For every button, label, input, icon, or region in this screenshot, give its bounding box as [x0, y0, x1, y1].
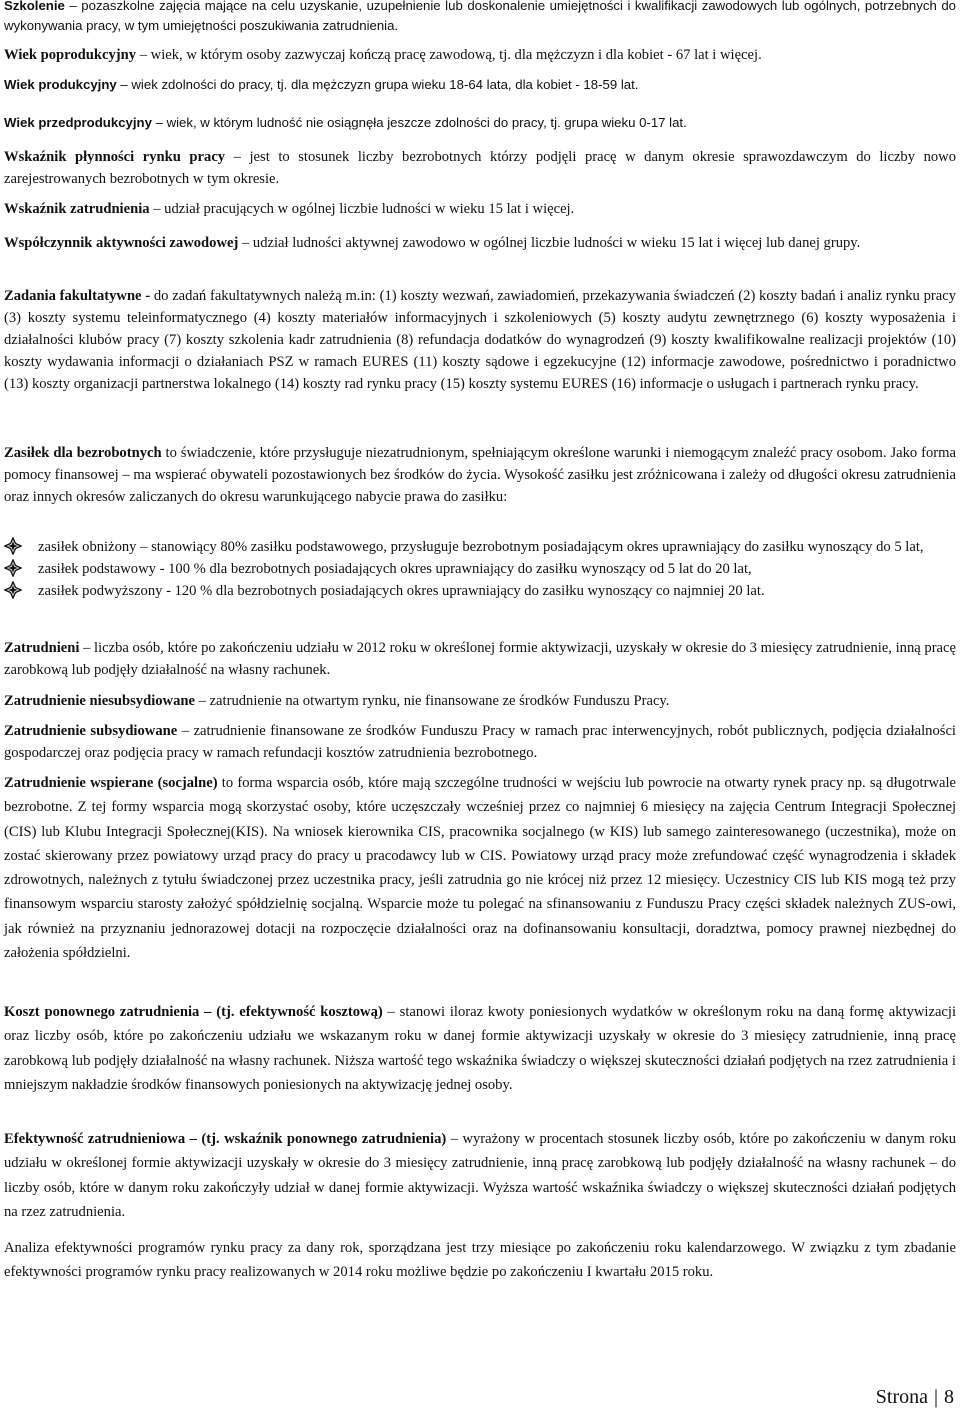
term: Wskaźnik zatrudnienia [4, 201, 150, 217]
definition-text: – wiek, w którym osoby zazwyczaj kończą pracę zawodową, tj. dla mężczyzn i dla kobiet - 67 lat i więcej. [136, 47, 762, 63]
term: Zatrudnienie subsydiowane [4, 723, 178, 739]
definition-text: – udział pracujących w ogólnej liczbie ludności w wieku 15 lat i więcej. [149, 201, 575, 217]
term: Wiek przedprodukcyjny [4, 115, 152, 130]
term: Zatrudnieni [4, 640, 80, 656]
term: Szkolenie [4, 0, 65, 13]
page-number: 8 [944, 1386, 954, 1408]
definition-wiek-poprodukcyjny [4, 44, 956, 66]
benefit-types-list [4, 536, 956, 602]
definition-wiek-przedprodukcyjny [4, 113, 956, 133]
definition-text: to forma wsparcia osób, które mają szczególne trudności w wejściu lub powrocie na otwarty rynek pracy np. są długotrwale bezrobotne. Z tej formy wsparcia mogą skorzystać osoby, które uczęszczały wcześniej przez co najmniej 6 miesięcy na zajęcia Centrum Integracji Społecznej (CIS) lub Klubu Integracji Społecznej(KIS). Na wniosek kierownika CIS, pracownika socjalnego (w KIS) lub samego zainteresowanego (uczestnika), może on zostać skierowany przez powiatowy urząd pracy do pracy u pracodawcy lub w CIS. Powiatowy urząd pracy może zrefundować część wynagrodzenia i składek zdrowotnych, należnych z tytułu świadczonej przez uczestnika pracy, jeśli zatrudnia go nie krócej niż przez 12 miesięcy. Uczestnicy CIS lub KIS mogą też przy finansowym wsparciu starosty założyć spółdzielnię socjalną. Wsparcie może tu polegać na sfinansowaniu z Funduszu Pracy części składek należnych ZUS-owi, jak również na przyznaniu jednorazowej dotacji na rozpoczęcie działalności oraz na dofinansowaniu konsultacji, doradztwa, pomocy prawnej niezbędnej do założenia spółdzielni. [4, 775, 956, 962]
definition-wskaznik-plynnosci [4, 146, 956, 190]
paragraph-text: Analiza efektywności programów rynku pracy za dany rok, sporządzana jest trzy miesiące po zakończeniu roku kalendarzowego. W związku z tym zbadanie efektywności programów rynku pracy realizowanych w 2014 roku możliwe będzie po zakończeniu I kwartału 2015 roku. [4, 1240, 956, 1281]
definition-wskaznik-zatrudnienia [4, 198, 956, 220]
term: Wiek produkcyjny [4, 77, 117, 92]
list-item [4, 558, 956, 580]
definition-wspierane [4, 771, 956, 965]
page-label: Strona [875, 1386, 928, 1408]
list-item [4, 536, 956, 558]
footer-separator: | [933, 1386, 938, 1408]
definition-niesubsydiowane [4, 690, 956, 712]
definition-zadania-fakultatywne [4, 285, 956, 395]
diamond-bullet-icon [4, 559, 22, 577]
list-item-text: zasiłek obniżony – stanowiący 80% zasiłku podstawowego, przysługuje bezrobotnym posiadającym okres uprawniający do zasiłku wynoszący do 5 lat, [38, 539, 924, 555]
definition-wiek-produkcyjny [4, 75, 956, 95]
page-footer [876, 1386, 954, 1409]
definition-text: – pozaszkolne zajęcia mające na celu uzyskanie, uzupełnienie lub doskonalenie umiejętności i kwalifikacji zawodowych lub ogólnych, potrzebnych do wykonywania pracy, w tym umiejętności poszukiwania zatrudnienia. [4, 0, 956, 33]
definition-text: – stanowi iloraz kwoty poniesionych wydatków w określonym roku na daną formę aktywizacji oraz liczby osób, które po zakończeniu udziału we wskazanym roku w danej formie aktywizacji uzyskały w okresie do 3 miesięcy zatrudnienie, inną pracę zarobkową lub podjęły działalność na własny rachunek. Niższa wartość tego wskaźnika świadczy o większej skuteczności działań podjętych na rzez zatrudnienia i mniejszym nakładzie środków finansowych poniesionych na aktywizację jednej osoby. [4, 1004, 957, 1093]
definition-szkolenie [4, 0, 956, 36]
definition-text: – zatrudnienie finansowane ze środków Funduszu Pracy w ramach prac interwencyjnych, robót publicznych, podjęcia działalności gospodarczej oraz podjęcia pracy w ramach refundacji kosztów zatrudnienia bezrobotnego. [4, 723, 956, 761]
definition-text: – wiek, w którym ludność nie osiągnęła jeszcze zdolności do pracy, tj. grupa wieku 0-17 lat. [151, 115, 687, 130]
term: Wskaźnik płynności rynku pracy [4, 149, 226, 165]
definition-text: do zadań fakultatywnych należą m.in: (1) koszty wezwań, zawiadomień, przekazywania świadczeń (2) koszty badań i analiz rynku pracy (3) koszty systemu teleinformatycznego (4) koszty materiałów informacyjnych i szkoleniowych (5) koszty audytu zewnętrznego (6) koszty wyposażenia i działalności klubów pracy (7) koszty szkolenia kadr zatrudnienia (8) refundacja dodatków do wynagrodzeń (9) koszty kwalifikowalne realizacji projektów (10) koszty wydawania informacji o działaniach PSZ w ramach EURES (11) koszty sądowe i egzekucyjne (12) informacje zawodowe, pośrednictwo i poradnictwo (13) koszty organizacji partnerstwa lokalnego (14) koszty rad rynku pracy (15) koszty systemu EURES (16) informacje o usługach i partnerach rynku pracy. [4, 288, 956, 392]
term: Efektywność zatrudnieniowa – (tj. wskaźnik ponownego zatrudnienia) [4, 1131, 447, 1147]
list-item-text: zasiłek podstawowy - 100 % dla bezrobotnych posiadających okres uprawniający do zasiłku wynoszący od 5 lat do 20 lat, [38, 561, 752, 577]
definition-text: – wiek zdolności do pracy, tj. dla mężczyzn grupa wieku 18-64 lata, dla kobiet - 18-59 lat. [116, 77, 639, 92]
term: Zasiłek dla bezrobotnych [4, 445, 162, 461]
definition-subsydiowane [4, 720, 956, 764]
diamond-bullet-icon [4, 581, 22, 599]
list-item-text: zasiłek podwyższony - 120 % dla bezrobotnych posiadających okres uprawniający do zasiłku wynoszący co najmniej 20 lat. [38, 583, 765, 599]
term: Wiek poprodukcyjny [4, 47, 137, 63]
term: Zatrudnienie wspierane (socjalne) [4, 775, 218, 791]
term: Współczynnik aktywności zawodowej [4, 235, 239, 251]
definition-wspolczynnik-aktywnosci [4, 232, 956, 254]
term: Koszt ponownego zatrudnienia – (tj. efektywność kosztową) [4, 1004, 383, 1020]
definition-text: to świadczenie, które przysługuje niezatrudnionym, spełniającym określone warunki i niemogącym znaleźć pracy osobom. Jako forma pomocy finansowej – ma wspierać obywateli pozostawionych bez środków do życia. Wysokość zasiłku jest zróżnicowana i zależy od długości okresu zatrudnienia oraz innych okresów zaliczanych do okresu warunkującego nabycie prawa do zasiłku: [4, 445, 956, 505]
definition-text: – jest to stosunek liczby bezrobotnych którzy podjęli pracę w danym okresie sprawozdawczym do liczby nowo zarejestrowanych bezrobotnych w tym okresie. [4, 149, 956, 187]
term: Zatrudnienie niesubsydiowane [4, 693, 195, 709]
closing-paragraph [4, 1236, 956, 1285]
diamond-bullet-icon [4, 537, 22, 555]
definition-zasilek [4, 442, 956, 508]
definition-text: – liczba osób, które po zakończeniu udziału w 2012 roku w określonej formie aktywizacji, uzyskały w okresie do 3 miesięcy zatrudnienie, inną pracę zarobkową lub podjęły działalność na własny rachunek. [4, 640, 956, 678]
definition-efektywnosc [4, 1127, 956, 1224]
definition-text: – wyrażony w procentach stosunek liczby osób, które po zakończeniu w danym roku udziału w określonej formie aktywizacji uzyskały w okresie do 3 miesięcy zatrudnienie, inną pracę zarobkową lub podjęły działalność na własny rachunek – do liczby osób, które w danym roku zakończyły udział w danej formie aktywizacji. Wyższa wartość wskaźnika świadczy o większej skuteczności działań podjętych na rzez zatrudnienia. [4, 1131, 956, 1220]
definition-text: – udział ludności aktywnej zawodowo w ogólnej liczbie ludności w wieku 15 lat i więcej lub danej grupy. [238, 235, 861, 251]
term: Zadania fakultatywne - [4, 288, 151, 304]
definition-text: – zatrudnienie na otwartym rynku, nie finansowane ze środków Funduszu Pracy. [194, 693, 670, 709]
list-item [4, 580, 956, 602]
definition-zatrudnieni [4, 637, 956, 681]
definition-koszt [4, 1000, 956, 1097]
